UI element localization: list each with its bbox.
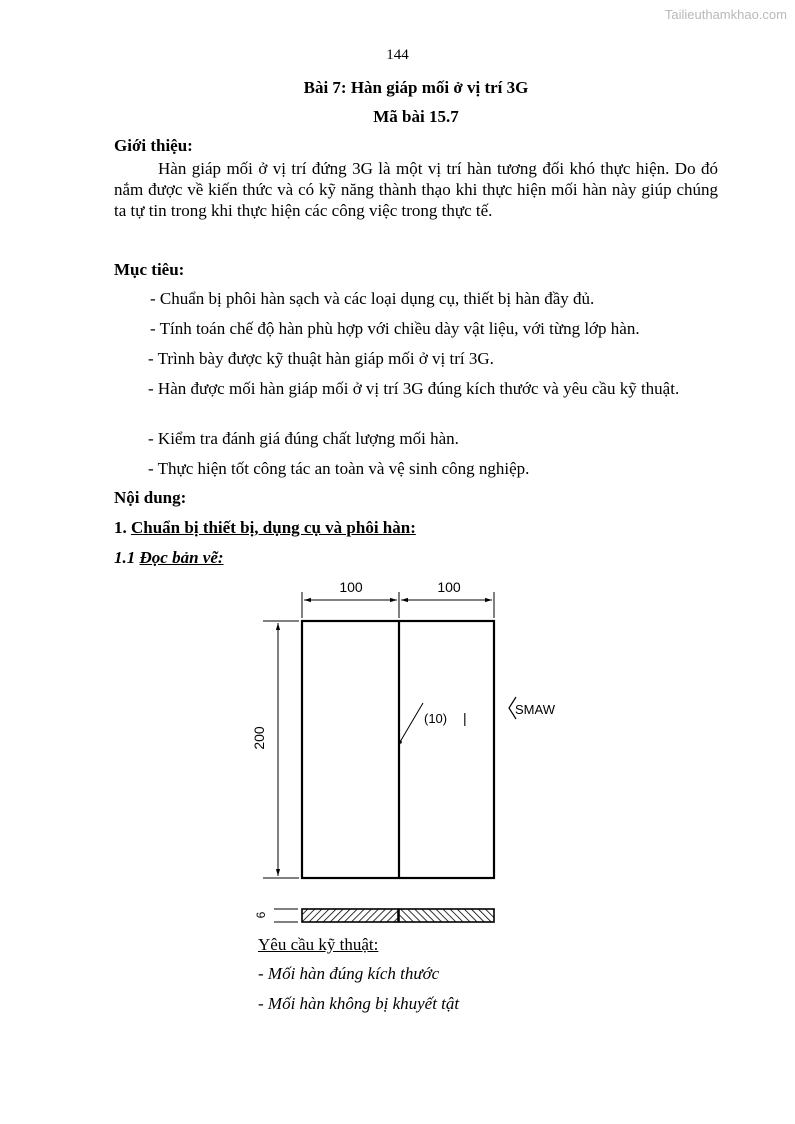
section-1-1-title: Đọc bản vẽ: [139, 548, 224, 567]
top-dimension [302, 592, 494, 618]
objective-item: - Kiểm tra đánh giá đúng chất lượng mối hàn. [148, 429, 459, 448]
intro-heading: Giới thiệu: [114, 136, 193, 155]
objectives-heading: Mục tiêu: [114, 260, 185, 279]
objective-item: - Tính toán chế độ hàn phù hợp với chiều dày vật liệu, với từng lớp hàn. [150, 319, 640, 338]
objective-item: - Thực hiện tốt công tác an toàn và vệ sinh công nghiệp. [148, 459, 530, 478]
section-1-1-number: 1.1 [114, 548, 136, 567]
weld-bar-symbol: | [463, 710, 467, 726]
intro-paragraph: Hàn giáp mối ở vị trí đứng 3G là một vị trí hàn tương đối khó thực hiện. Do đó nắm được về kiến thức và có kỹ năng thành thạo khi thực hiện mối hàn này giúp chúng ta tự tin trong khi thực hiện các công việc trong thực tế. [114, 159, 718, 220]
page-number: 144 [386, 47, 409, 63]
weld-size-symbol: (10) [424, 711, 448, 726]
dim-right-width: 100 [437, 579, 461, 595]
watermark: Tailieuthamkhao.com [664, 7, 787, 22]
weld-leader [398, 703, 423, 744]
requirements-heading: Yêu cầu kỹ thuật: [258, 935, 379, 954]
requirement-item [258, 994, 459, 1014]
left-dimension [263, 621, 299, 878]
content-heading: Nội dung: [114, 488, 187, 507]
objective-item: - Hàn được mối hàn giáp mối ở vị trí 3G đúng kích thước và yêu cầu kỹ thuật. [148, 379, 680, 398]
requirement-text: - Mối hàn không bị khuyết tật [258, 994, 460, 1013]
requirement-text: - Mối hàn đúng kích thước [258, 964, 440, 983]
lesson-title: Bài 7: Hàn giáp mối ở vị trí 3G [303, 78, 529, 97]
objective-item: - Chuẩn bị phôi hàn sạch và các loại dụng cụ, thiết bị hàn đầy đủ. [150, 289, 595, 308]
dim-thickness: 6 [254, 911, 268, 919]
dim-left-width: 100 [339, 579, 363, 595]
section-1-title: Chuẩn bị thiết bị, dụng cụ và phôi hàn: [131, 518, 416, 537]
section-view [274, 909, 494, 922]
weld-process: SMAW [515, 702, 555, 717]
section-1-number: 1. [114, 518, 127, 537]
objective-item: - Trình bày được kỹ thuật hàn giáp mối ở vị trí 3G. [148, 349, 494, 368]
lesson-code: Mã bài 15.7 [373, 107, 459, 126]
requirement-item [258, 964, 439, 984]
dim-height: 200 [251, 726, 267, 750]
